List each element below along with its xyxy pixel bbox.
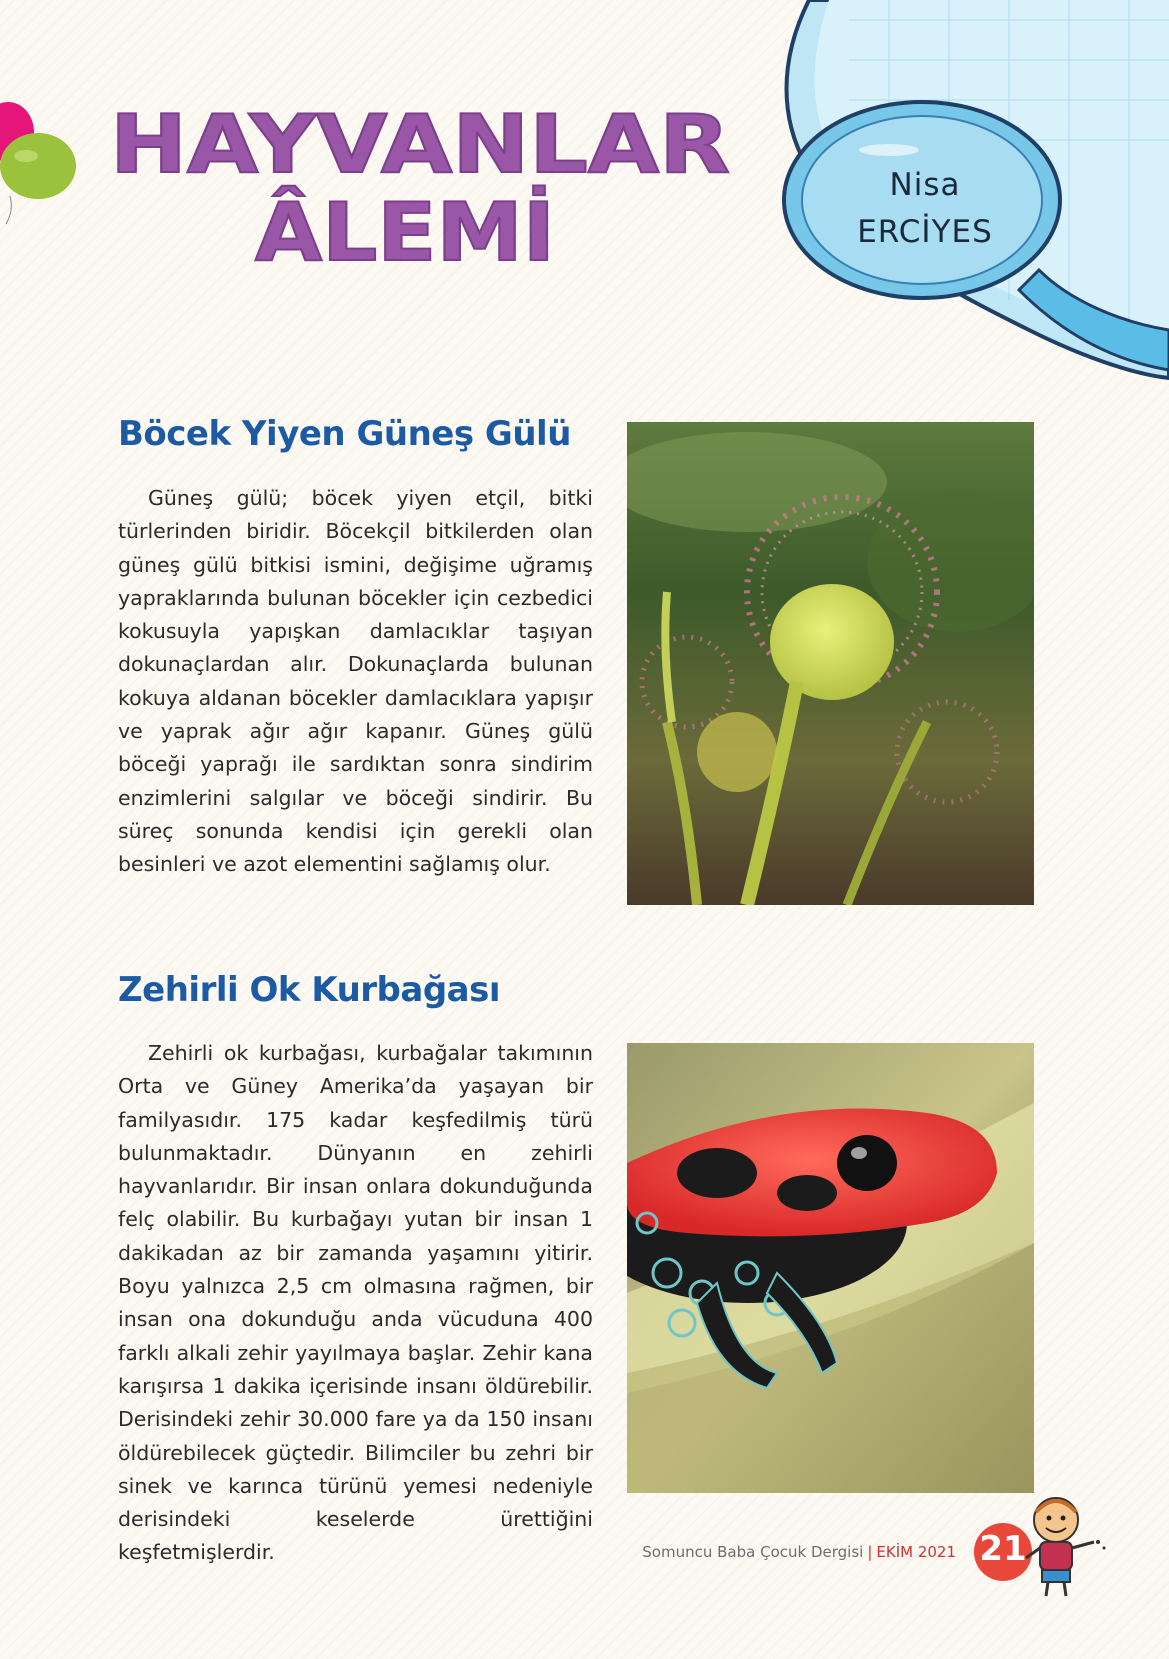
title-line-1: HAYVANLAR xyxy=(110,100,730,191)
section-title-sundew: Böcek Yiyen Güneş Gülü xyxy=(118,414,571,454)
section-body-dart-frog: Zehirli ok kurbağası, kurbağalar takımının Orta ve Güney Amerika’da yaşayan bir familyasıdır. 175 kadar keşfedilmiş türü bulunmaktadır. Dünyanın en zehirli hayvanlarıdır. Bir insan onlara dokunduğunda felç olabilir. Bu kurbağayı yutan bir insan 1 dakikadan az bir zamanda yaşamını yitirir. Boyu yalnızca 2,5 cm olmasına rağmen, bir insan ona dokunduğu anda vücuduna 400 farklı alkali zehir yayılmaya başlar. Zehir kana karışırsa 1 dakika içerisinde insanı öldürebilir. Derisindeki zehir 30.000 fare ya da 150 insanı öldürebilecek güçtedir. Bilimciler bu zehri bir sinek ve karınca türünü yemesi nedeniyle derisindeki keselerde ürettiğini keşfetmişlerdir. xyxy=(118,1041,593,1565)
dart-frog-photo xyxy=(627,1043,1034,1493)
sundew-photo xyxy=(627,422,1034,905)
section-title-dart-frog: Zehirli Ok Kurbağası xyxy=(118,970,501,1010)
page-number: 21 xyxy=(979,1529,1027,1569)
author-first-name: Nisa xyxy=(889,167,961,203)
footer-magazine-info xyxy=(642,1543,956,1561)
title-line-2: ÂLEMİ xyxy=(255,186,532,270)
footer-magazine-name: Somuncu Baba Çocuk Dergisi xyxy=(642,1543,864,1561)
page-title xyxy=(110,100,750,270)
footer-separator: | xyxy=(867,1543,873,1561)
author-last-name: ERCİYES xyxy=(857,214,993,250)
kid-mascot-icon xyxy=(1024,1492,1109,1602)
section-body-sundew: Güneş gülü; böcek yiyen etçil, bitki türlerinden biridir. Böcekçil bitkilerden olan güneş gülü bitkisi ismini, değişime uğramış yapraklarında bulunan böcekler için cezbedici kokusuyla yapışkan damlacıklar taşıyan dokunaçlardan alır. Dokunaçlarda bulunan kokuya aldanan böcekler damlacıklara yapışır ve yaprak ağır ağır kapanır. Güneş gülü böceği yaprağı ile sardıktan sonra sindirim enzimlerini salgılar ve böceği sindirir. Bu süreç sonunda kendisi için gerekli olan besinleri ve azot elementini sağlamış olur. xyxy=(118,486,593,877)
footer-issue-date: EKİM 2021 xyxy=(876,1543,956,1561)
balloons-decoration xyxy=(0,100,90,230)
